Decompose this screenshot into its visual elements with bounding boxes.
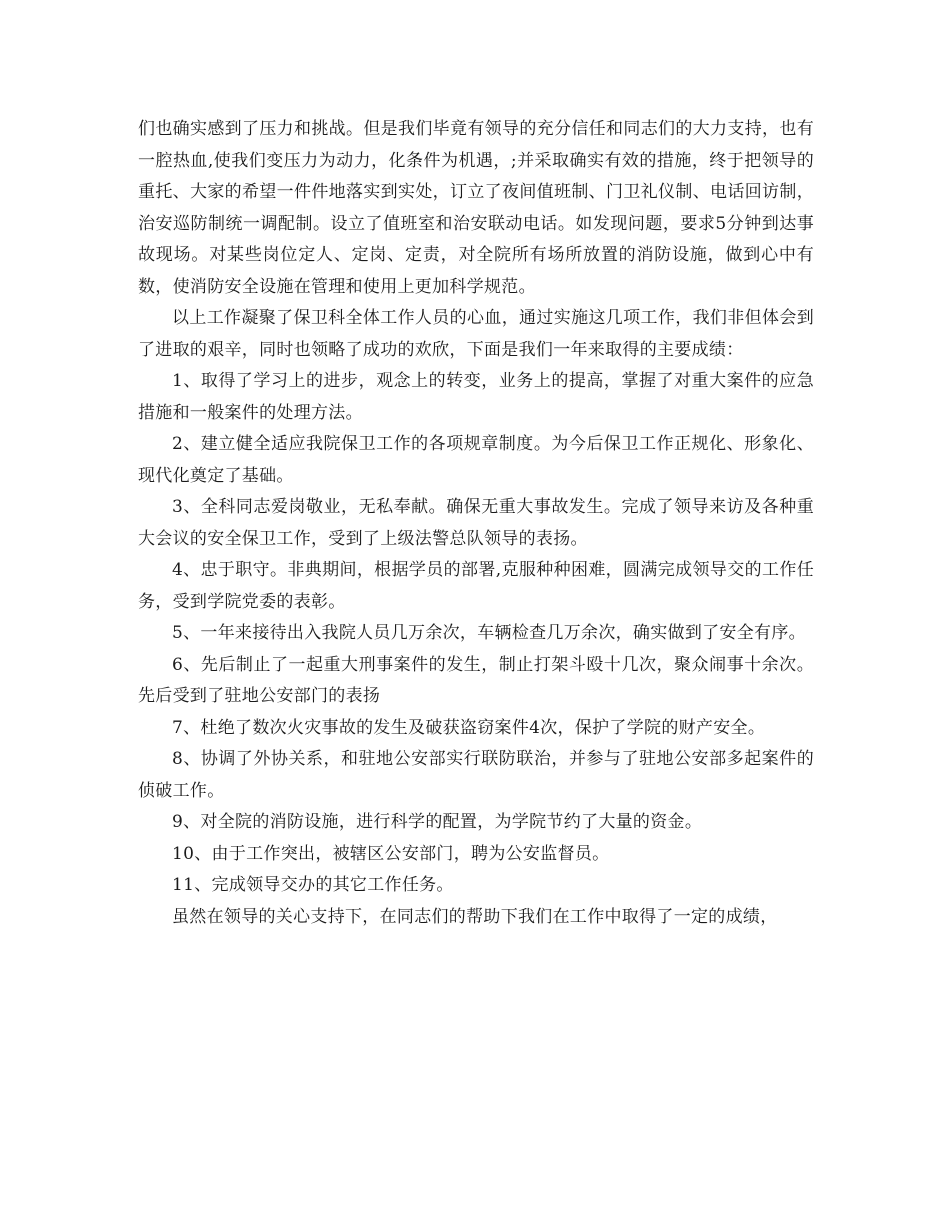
paragraph: 们也确实感到了压力和挑战。但是我们毕竟有领导的充分信任和同志们的大力支持，也有一腔热血,使我们变压力为动力，化条件为机遇，;并采取确实有效的措施，终于把领导的重托、大家的希望一件件地落实到实处，订立了夜间值班制、门卫礼仪制、电话回访制，治安巡防制统一调配制。设立了值班室和治安联动电话。如发现问题，要求5分钟到达事故现场。对某些岗位定人、定岗、定责，对全院所有场所放置的消防设施，做到心中有数，使消防安全设施在管理和使用上更加科学规范。 xyxy=(138,119,814,297)
list-item: 4、忠于职守。非典期间，根据学员的部署,克服种种困难，圆满完成领导交的工作任务，受到学院党委的表彰。 xyxy=(138,560,814,612)
list-item: 3、全科同志爱岗敬业，无私奉献。确保无重大事故发生。完成了领导来访及各种重大会议的安全保卫工作，受到了上级法警总队领导的表扬。 xyxy=(138,497,814,549)
list-item: 5、一年来接待出入我院人员几万余次，车辆检查几万余次，确实做到了安全有序。 xyxy=(172,623,806,643)
document-body xyxy=(138,114,814,933)
list-item: 2、建立健全适应我院保卫工作的各项规章制度。为今后保卫工作正规化、形象化、现代化奠定了基础。 xyxy=(138,434,814,486)
list-item: 1、取得了学习上的进步，观念上的转变，业务上的提高，掌握了对重大案件的应急措施和一般案件的处理方法。 xyxy=(138,371,814,423)
paragraph: 虽然在领导的关心支持下，在同志们的帮助下我们在工作中取得了一定的成绩， xyxy=(172,906,778,927)
list-item: 9、对全院的消防设施，进行科学的配置，为学院节约了大量的资金。 xyxy=(172,812,703,832)
list-item: 11、完成领导交办的其它工作任务。 xyxy=(172,875,454,895)
list-item: 7、杜绝了数次火灾事故的发生及破获盗窃案件4次，保护了学院的财产安全。 xyxy=(172,717,766,738)
list-item: 10、由于工作突出，被辖区公安部门，聘为公安监督员。 xyxy=(172,843,610,864)
paragraph: 以上工作凝聚了保卫科全体工作人员的心血，通过实施这几项工作，我们非但体会到了进取的艰辛，同时也领略了成功的欢欣，下面是我们一年来取得的主要成绩： xyxy=(138,308,814,360)
list-item: 6、先后制止了一起重大刑事案件的发生，制止打架斗殴十几次，聚众闹事十余次。先后受到了驻地公安部门的表扬 xyxy=(138,654,814,706)
list-item: 8、协调了外协关系，和驻地公安部实行联防联治，并参与了驻地公安部多起案件的侦破工作。 xyxy=(138,749,814,801)
